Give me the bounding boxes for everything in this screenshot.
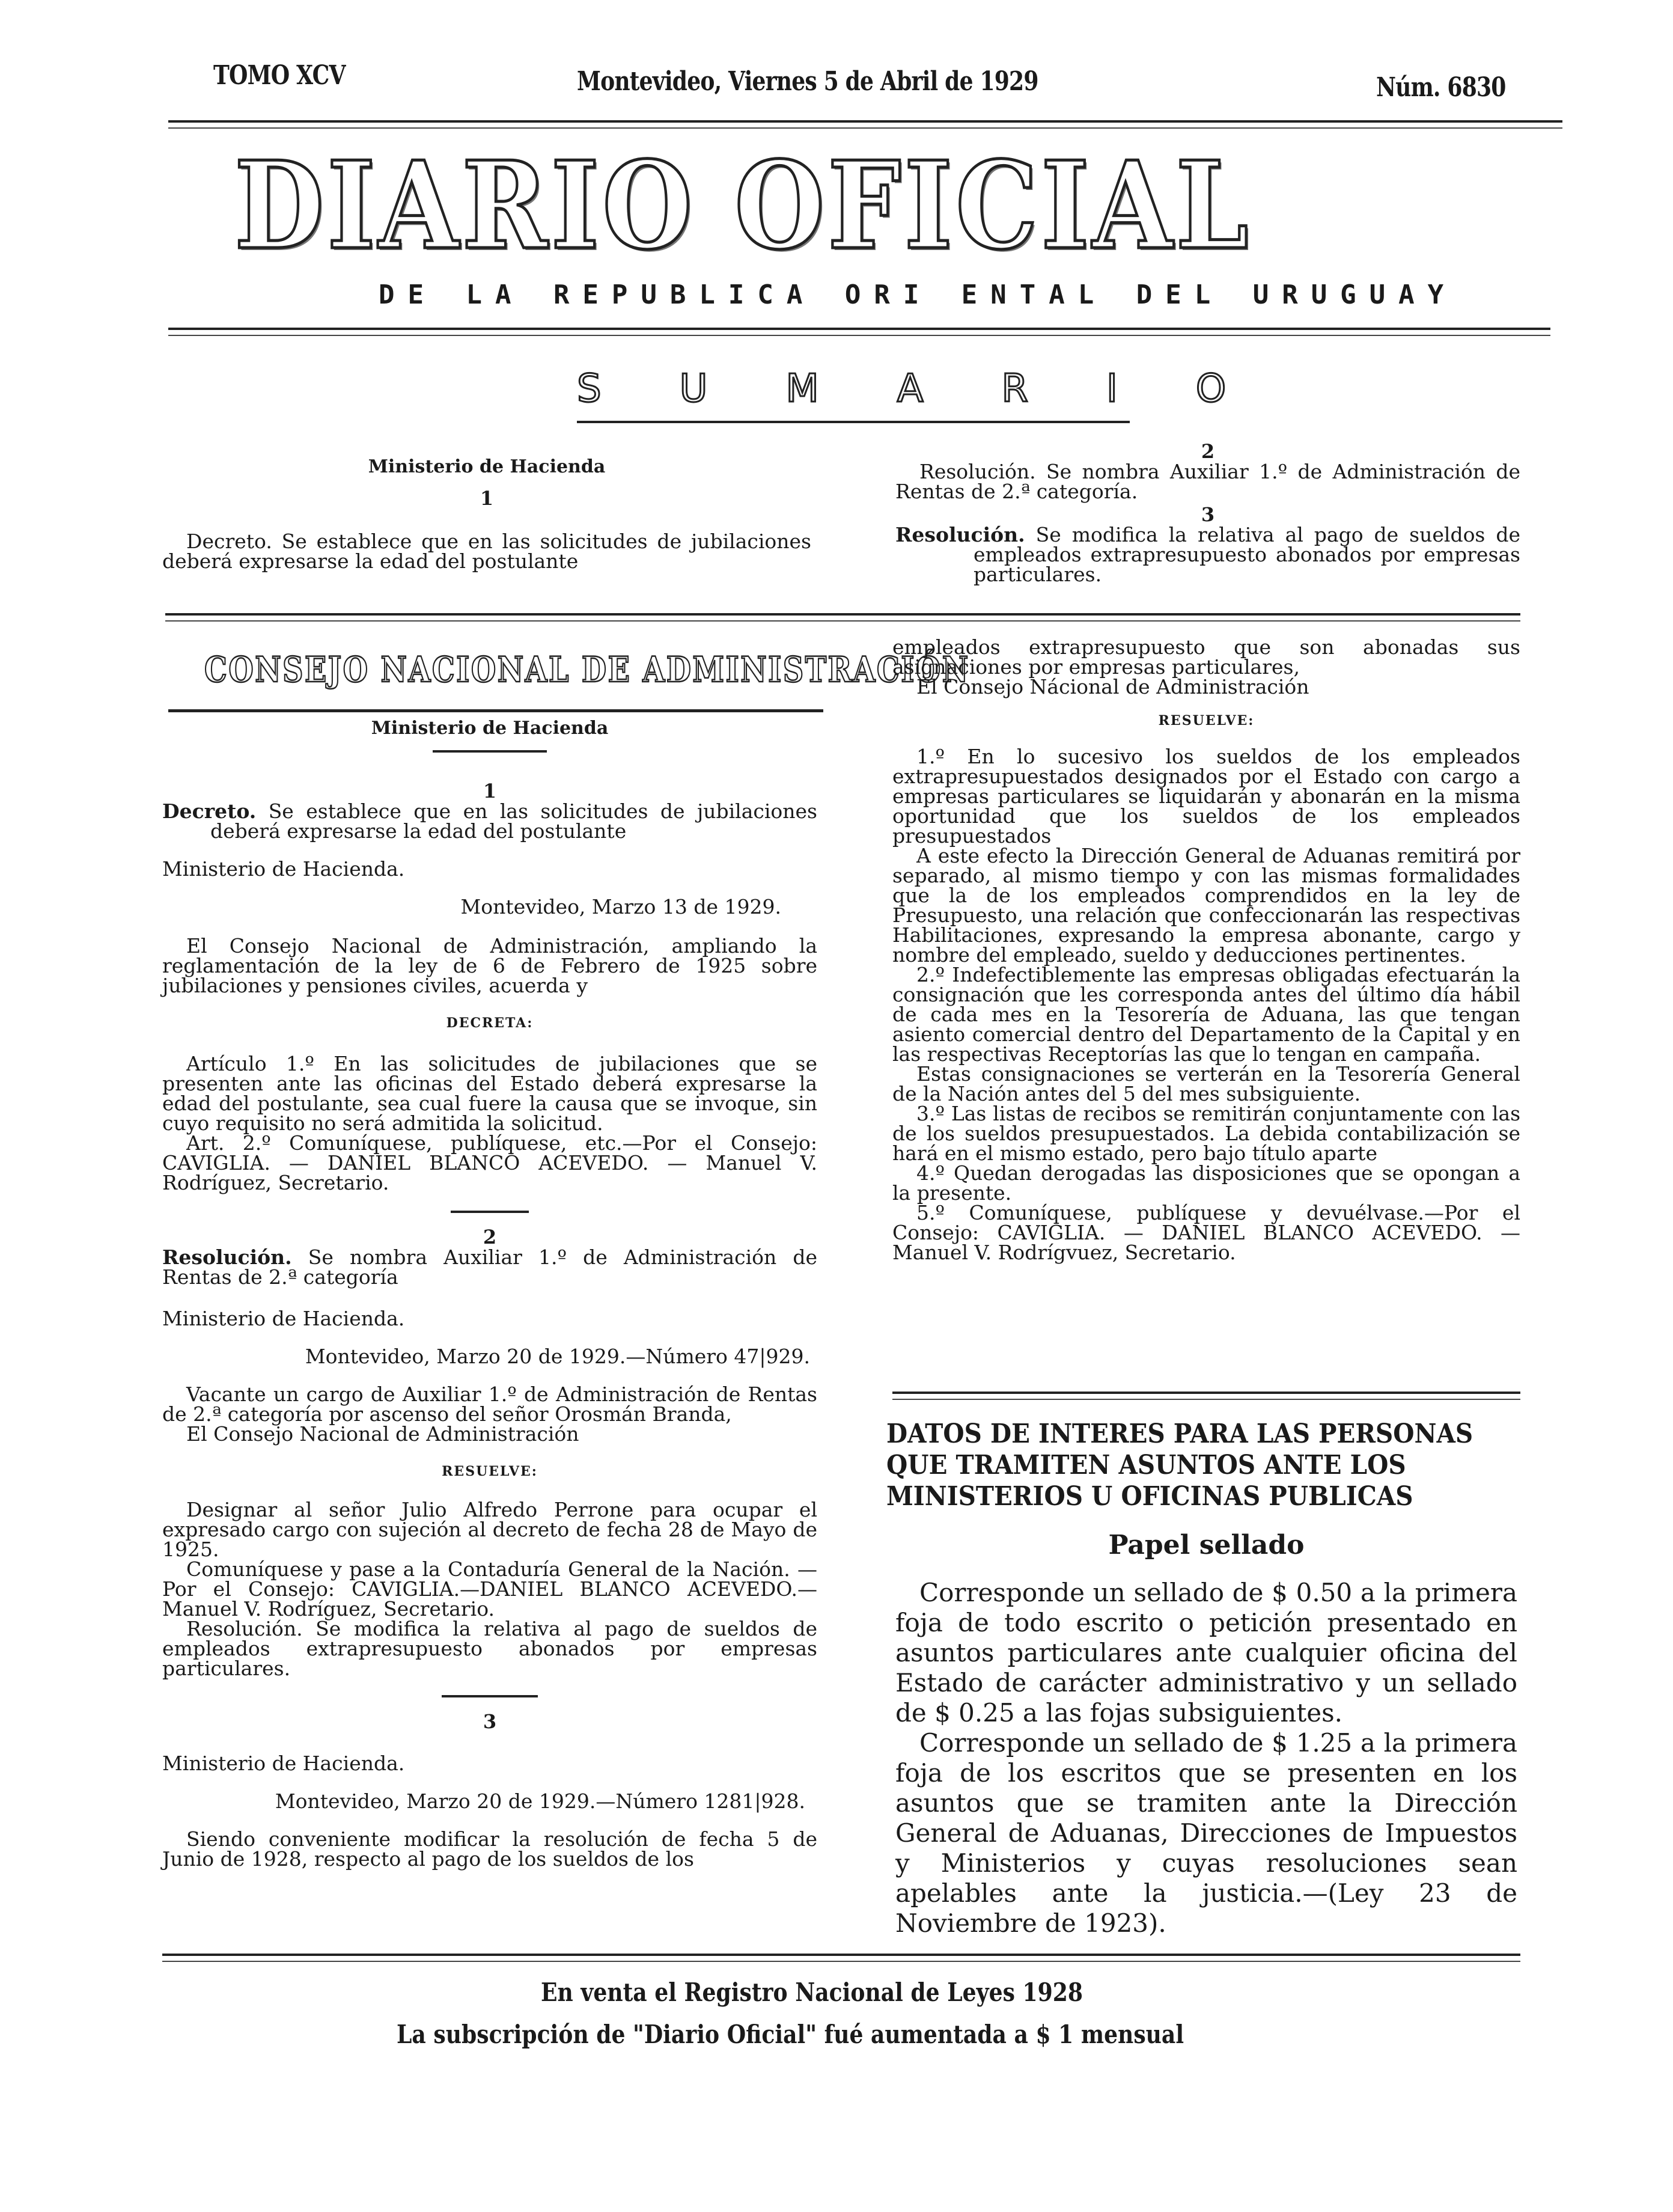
decree-title-text: Se establece que en las solicitudes de jubilaciones deberá expresarse la edad del postulante [210,799,817,843]
newspaper-subtitle: DE LA REPUBLICA ORI ENTAL DEL URUGUAY [379,280,1457,310]
decree-1-decreta: DECRETA: [446,1015,534,1031]
sumario-ministry: Ministerio de Hacienda [368,456,606,477]
resolution-3-paragraph: A este efecto la Dirección General de Aduanas remitirá por separado, al mismo tiempo y con las mismas formalidades que la de los empleados comprendidos en la ley de Presupuesto, una relación que confeccionarán las respectivas Habilitaciones, expresando la empresa abonante, cargo y nombre del empleado, sueldo y deducciones pertinentes. [892,844,1520,967]
decree-1-intro: El Consejo Nacional de Administración, ampliando la reglamentación de la ley de 6 de Febrero de 1925 sobre jubilaciones y pensiones civiles, acuerda y [162,934,817,997]
divider [433,750,547,753]
resolution-3-paragraph: 4.º Quedan derogadas las disposiciones que se opongan a la presente. [892,1161,1520,1205]
resolution-3-continuation: empleados extrapresupuesto que son abonadas sus asignaciones por empresas particulares, [892,635,1520,679]
decree-1-article-1: Artículo 1.º En las solicitudes de jubilaciones que se presenten ante las oficinas del Estado deberá expresarse la edad del postulante, sea cual fuere la causa que se invoque, sin cuyo requisito no será admitida la solicitud. [162,1052,817,1135]
sumario-item-3 [895,525,1520,584]
footer-line-2: La subscripción de "Diario Oficial" fué aumentada a $ 1 mensual [397,2020,1184,2049]
item-number: 3 [483,1710,497,1733]
decree-1-article-2: Art. 2.º Comuníquese, publíquese, etc.—Por el Consejo: CAVIGLIA. — DANIEL BLANCO ACEVEDO. — Manuel V. Rodríguez, Secretario. [162,1131,817,1194]
resolution-2-date: Montevideo, Marzo 20 de 1929.—Número 47|929. [305,1345,810,1368]
item-number: 2 [483,1226,497,1248]
title-rule [168,328,1550,336]
section-rule [168,709,823,712]
resolution-3-paragraph: 1.º En lo sucesivo los sueldos de los empleados extrapresupuestados designados por el Estado con cargo a empresas particulares se liquidarán y abonarán en la misma oportunidad que los sueldos de los empleados presupuestados [892,745,1520,848]
decree-1-ministry: Ministerio de Hacienda. [162,857,405,881]
sumario-item-1: Decreto. Se establece que en las solicitudes de jubilaciones deberá expresarse la edad del postulante [162,530,811,573]
datos-heading: DATOS DE INTERES PARA LAS PERSONAS QUE TRAMITEN ASUNTOS ANTE LOS MINISTERIOS U OFICINAS PUBLICAS [886,1419,1473,1512]
resolution-2-ministry: Ministerio de Hacienda. [162,1307,405,1330]
resolution-3-date: Montevideo, Marzo 20 de 1929.—Número 1281|928. [275,1789,805,1813]
resolution-2-paragraph: Resolución. Se modifica la relativa al pago de sueldos de empleados extrapresupuesto abonados por empresas particulares. [162,1617,817,1680]
resolution-3-paragraph: 3.º Las listas de recibos se remitirán conjuntamente con las de los sueldos presupuestados. La debida contabilización se hará en el mismo estado, pero bajo título aparte [892,1102,1520,1165]
sumario-left [162,457,811,571]
resolution-2-paragraph: Comuníquese y pase a la Contaduría General de la Nación. — Por el Consejo: CAVIGLIA.—DANIEL BLANCO ACEVEDO.—Manuel V. Rodríguez, Secretario. [162,1557,817,1621]
resolution-2-paragraph: Designar al señor Julio Alfredo Perrone para ocupar el expresado cargo con sujeción al decreto de fecha 28 de Mayo de 1925. [162,1498,817,1561]
decree-1-date: Montevideo, Marzo 13 de 1929. [460,895,781,918]
newspaper-title: DIARIO OFICIAL [234,135,1252,276]
sumario-item-number: 1 [480,487,494,510]
papel-sellado-heading: Papel sellado [1108,1530,1305,1560]
footer-line-1: En venta el Registro Nacional de Leyes 1928 [541,1978,1083,2007]
resolution-label: Resolución. [162,1245,292,1269]
resolution-3-paragraph: 2.º Indefectiblemente las empresas obligadas efectuarán la consignación que les corresponda antes del último día hábil de cada mes en la Tesorería de Aduana, las que tengan asiento comercial dentro del Departamento de la Capital y en las respectivas Receptorías las que lo tengan en campaña. [892,963,1520,1066]
papel-sellado-text [895,1578,1517,1939]
papel-paragraph: Corresponde un sellado de $ 1.25 a la primera foja de los escritos que se presenten en los asuntos que se tramiten ante la Dirección General de Aduanas, Direcciones de Impuestos y Ministerios y cuyas resoluciones sean apelables ante la justicia.—(Ley 23 de Noviembre de 1923). [895,1728,1517,1938]
papel-paragraph: Corresponde un sellado de $ 0.50 a la primera foja de todo escrito o petición presentado en asuntos particulares ante cualquier oficina del Estado de carácter administrativo y un sellado de $ 0.25 a las fojas subsiguientes. [895,1578,1517,1728]
resolution-3-intro: Siendo conveniente modificar la resolución de fecha 5 de Junio de 1928, respecto al pago de los sueldos de los [162,1827,817,1871]
divider [451,1211,529,1213]
datos-rule [892,1392,1520,1400]
sumario-item-3-label: Resolución. [895,523,1025,546]
resolution-2-title [162,1247,817,1287]
resolution-title-text: Se nombra Auxiliar 1.º de Administración de Rentas de 2.ª categoría [162,1245,818,1289]
resolution-2-intro: Vacante un cargo de Auxiliar 1.º de Administración de Rentas de 2.ª categoría por ascenso del señor Orosmán Branda, [162,1382,817,1426]
sumario-item-3-text: Se modifica la relativa al pago de sueldos de empleados extrapresupuesto abonados por empresas particulares. [974,523,1520,586]
decree-label: Decreto. [162,799,257,823]
resolution-3-consejo: El Consejo Nácional de Administración [916,675,1309,698]
sumario-item-number: 3 [1201,503,1215,526]
resolution-3-resuelve: RESUELVE: [1158,713,1255,729]
ministry-heading: Ministerio de Hacienda [371,718,609,739]
issue-number: Núm. 6830 [1376,72,1506,103]
right-column [892,637,1520,1262]
footer-rule [162,1954,1520,1962]
item-number: 1 [483,780,497,802]
sumario-heading: SUMARIO [577,367,1305,411]
divider [442,1695,538,1697]
resolution-3-paragraph: Estas consignaciones se verterán en la Tesorería General de la Nación antes del 5 del mes subsiguiente. [892,1062,1520,1105]
section-heading: CONSEJO NACIONAL DE ADMINISTRACIÓN [204,649,970,690]
sumario-item-number: 2 [1201,440,1215,463]
resolution-2-resuelve: RESUELVE: [442,1464,538,1479]
sumario-right [895,442,1520,584]
left-column [162,718,817,1869]
volume-label: TOMO XCV [213,60,346,91]
sumario-bottom-rule [165,613,1520,622]
sumario-rule [577,421,1130,423]
masthead-rule [168,120,1562,129]
decree-1-title [162,801,817,841]
sumario-item-2: Resolución. Se nombra Auxiliar 1.º de Administración de Rentas de 2.ª categoría. [895,460,1520,503]
resolution-3-paragraph: 5.º Comuníquese, publíquese y devuélvase.—Por el Consejo: CAVIGLIA. — DANIEL BLANCO ACEVEDO. — Manuel V. Rodrígvuez, Secretario. [892,1201,1520,1264]
resolution-2-consejo: El Consejo Nacional de Administración [186,1422,579,1446]
resolution-3-ministry: Ministerio de Hacienda. [162,1752,405,1775]
issue-date: Montevideo, Viernes 5 de Abril de 1929 [577,66,1038,97]
